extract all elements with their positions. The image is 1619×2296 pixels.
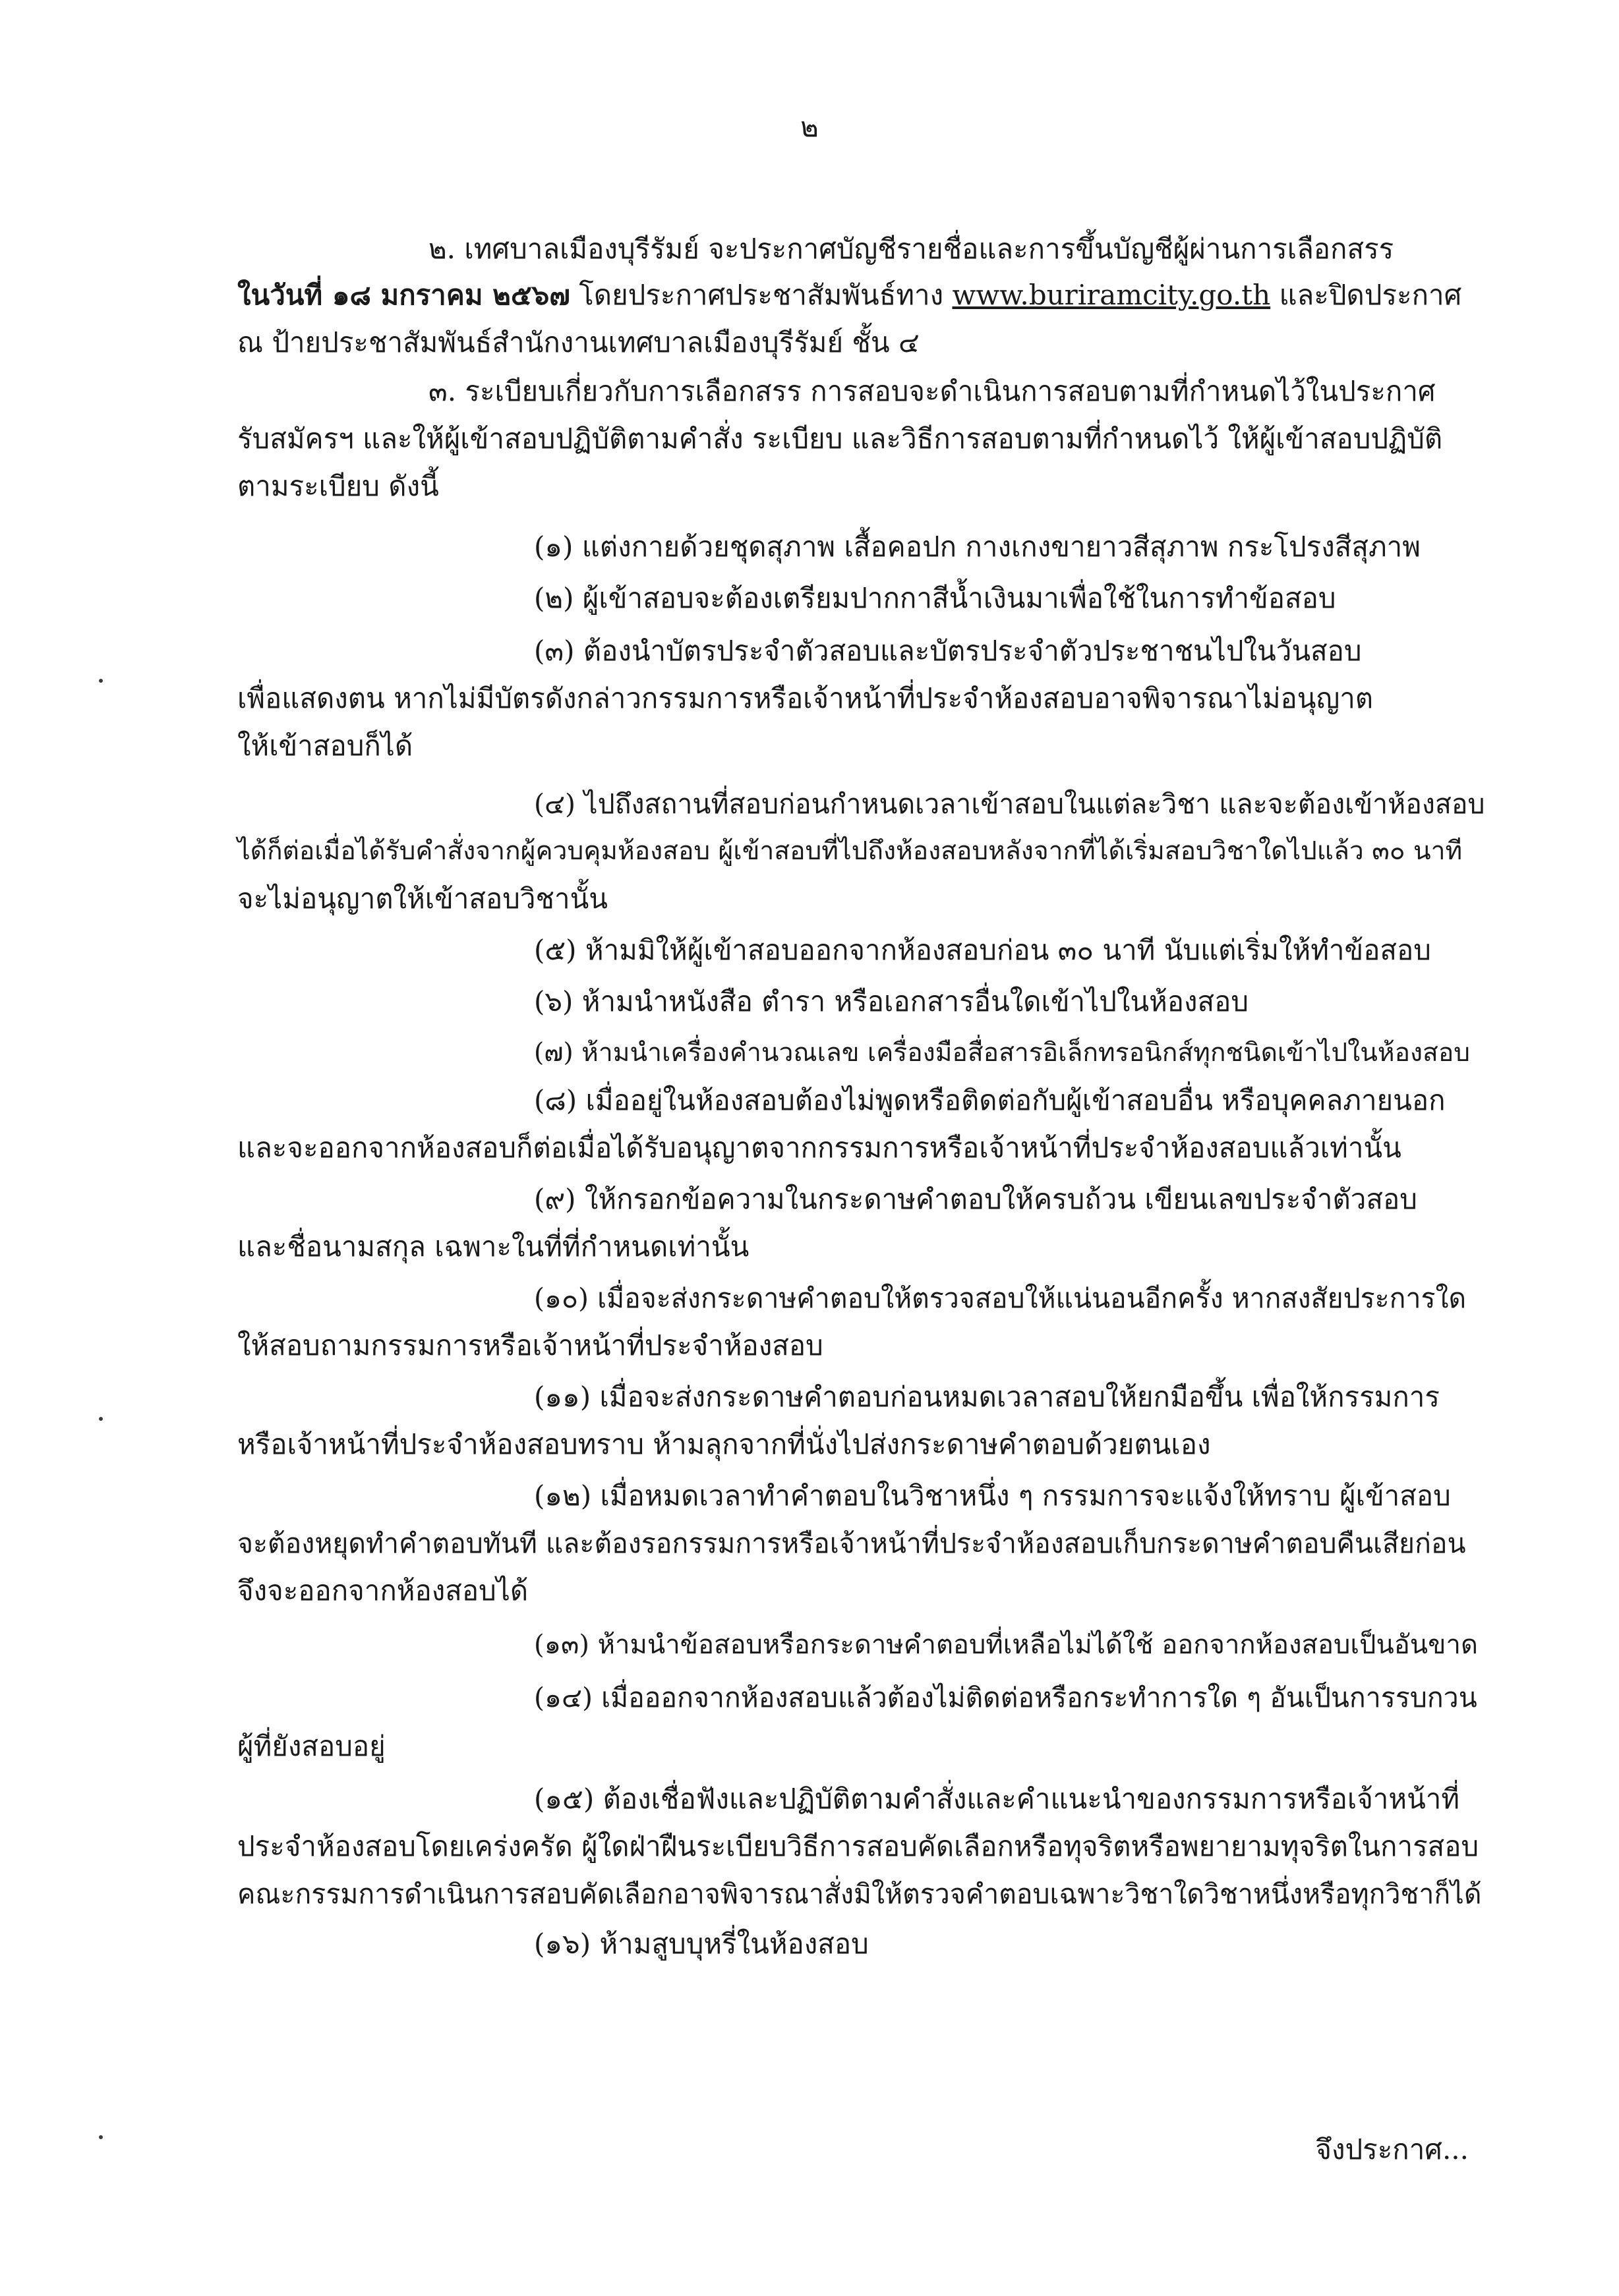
rule-4-line1: (๔) ไปถึงสถานที่สอบก่อนกำหนดเวลาเข้าสอบในแต่ละวิชา และจะต้องเข้าห้องสอบ (534, 788, 1485, 820)
rule-10-line1: (๑๐) เมื่อจะส่งกระดาษคำตอบให้ตรวจสอบให้แน่นอนอีกครั้ง หากสงสัยประการใด (534, 1282, 1467, 1314)
rule-7: (๗) ห้ามนำเครื่องคำนวณเลข เครื่องมือสื่อสารอิเล็กทรอนิกส์ทุกชนิดเข้าไปในห้องสอบ (534, 1038, 1471, 1068)
rule-14-line1: (๑๔) เมื่อออกจากห้องสอบแล้วต้องไม่ติดต่อหรือกระทำการใด ๆ อันเป็นการรบกวน (534, 1682, 1477, 1713)
rule-8-line2: และจะออกจากห้องสอบก็ต่อเมื่อได้รับอนุญาตจากกรรมการหรือเจ้าหน้าที่ประจำห้องสอบแล้วเท่านั้น (237, 1132, 1401, 1164)
section3-line2: รับสมัครฯ และให้ผู้เข้าสอบปฏิบัติตามคำสั่ง ระเบียบ และวิธีการสอบตามที่กำหนดไว้ ให้ผู้เข้าสอบปฏิบัติ (237, 422, 1443, 455)
page-number: ๒ (800, 111, 819, 143)
rule-4-line2: ได้ก็ต่อเมื่อได้รับคำสั่งจากผู้ควบคุมห้องสอบ ผู้เข้าสอบที่ไปถึงห้องสอบหลังจากที่ได้เริ่มสอบวิชาใดไปแล้ว ๓๐ นาที (237, 836, 1463, 866)
rule-11-line2: หรือเจ้าหน้าที่ประจำห้องสอบทราบ ห้ามลุกจากที่นั่งไปส่งกระดาษคำตอบด้วยตนเอง (237, 1428, 1211, 1460)
rule-12-line3: จึงจะออกจากห้องสอบได้ (237, 1574, 529, 1607)
rule-6: (๖) ห้ามนำหนังสือ ตำรา หรือเอกสารอื่นใดเข้าไปในห้องสอบ (534, 985, 1249, 1018)
rule-15-line3: คณะกรรมการดำเนินการสอบคัดเลือกอาจพิจารณาสั่งมิให้ตรวจคำตอบเฉพาะวิชาใดวิชาหนึ่งหรือทุกวิชาก็ได้ (237, 1878, 1482, 1910)
section2-line2 (237, 275, 1461, 315)
scan-dot (99, 2135, 103, 2139)
scan-dot (99, 679, 103, 683)
rule-13: (๑๓) ห้ามนำข้อสอบหรือกระดาษคำตอบที่เหลือไม่ได้ใช้ ออกจากห้องสอบเป็นอันขาด (534, 1630, 1478, 1660)
rule-3-line2: เพื่อแสดงตน หากไม่มีบัตรดังกล่าวกรรมการหรือเจ้าหน้าที่ประจำห้องสอบอาจพิจารณาไม่อนุญาต (237, 682, 1374, 714)
announcement-date: ในวันที่ ๑๘ มกราคม ๒๕๖๗ (237, 279, 570, 311)
rule-15-line2: ประจำห้องสอบโดยเคร่งครัด ผู้ใดฝ่าฝืนระเบียบวิธีการสอบคัดเลือกหรือทุจริตหรือพยายามทุจริตในการสอบ (237, 1830, 1479, 1862)
section2-line2-text-a: โดยประกาศประชาสัมพันธ์ทาง (570, 279, 953, 311)
rule-9-line2: และชื่อนามสกุล เฉพาะในที่ที่กำหนดเท่านั้น (237, 1230, 750, 1263)
section2-line1: ๒. เทศบาลเมืองบุรีรัมย์ จะประกาศบัญชีรายชื่อและการขึ้นบัญชีผู้ผ่านการเลือกสรร (428, 233, 1394, 265)
rule-11-line1: (๑๑) เมื่อจะส่งกระดาษคำตอบก่อนหมดเวลาสอบให้ยกมือขึ้น เพื่อให้กรรมการ (534, 1381, 1440, 1413)
rule-14-line2: ผู้ที่ยังสอบอยู่ (237, 1730, 386, 1762)
section2-line3: ณ ป้ายประชาสัมพันธ์สำนักงานเทศบาลเมืองบุรีรัมย์ ชั้น ๔ (237, 326, 920, 359)
rule-12-line2: จะต้องหยุดทำคำตอบทันที และต้องรอกรรมการหรือเจ้าหน้าที่ประจำห้องสอบเก็บกระดาษคำตอบคืนเสียก่อน (237, 1528, 1466, 1559)
rule-4-line3: จะไม่อนุญาตให้เข้าสอบวิชานั้น (237, 882, 608, 915)
rule-16: (๑๖) ห้ามสูบบุหรี่ในห้องสอบ (534, 1928, 869, 1960)
rule-3-line3: ให้เข้าสอบก็ได้ (237, 730, 413, 762)
continuation-text: จึงประกาศ... (1315, 2133, 1469, 2166)
rule-1: (๑) แต่งกายด้วยชุดสุภาพ เสื้อคอปก กางเกงขายาวสีสุภาพ กระโปรงสีสุภาพ (534, 531, 1421, 563)
section3-line3: ตามระเบียบ ดังนี้ (237, 470, 439, 502)
section3-line1: ๓. ระเบียบเกี่ยวกับการเลือกสรร การสอบจะดำเนินการสอบตามที่กำหนดไว้ในประกาศ (428, 375, 1436, 407)
scan-dot (99, 1417, 103, 1421)
rule-15-line1: (๑๕) ต้องเชื่อฟังและปฏิบัติตามคำสั่งและคำแนะนำของกรรมการหรือเจ้าหน้าที่ (534, 1783, 1460, 1815)
rule-8-line1: (๘) เมื่ออยู่ในห้องสอบต้องไม่พูดหรือติดต่อกับผู้เข้าสอบอื่น หรือบุคคลภายนอก (534, 1084, 1446, 1116)
rule-5: (๕) ห้ามมิให้ผู้เข้าสอบออกจากห้องสอบก่อน ๓๐ นาที นับแต่เริ่มให้ทำข้อสอบ (534, 934, 1431, 966)
rule-2: (๒) ผู้เข้าสอบจะต้องเตรียมปากกาสีน้ำเงินมาเพื่อใช้ในการทำข้อสอบ (534, 582, 1336, 614)
section2-line2-text-b: และปิดประกาศ (1270, 279, 1462, 311)
rule-9-line1: (๙) ให้กรอกข้อความในกระดาษคำตอบให้ครบถ้วน เขียนเลขประจำตัวสอบ (534, 1183, 1417, 1215)
rule-3-line1: (๓) ต้องนำบัตรประจำตัวสอบและบัตรประจำตัวประชาชนไปในวันสอบ (534, 635, 1362, 667)
rule-10-line2: ให้สอบถามกรรมการหรือเจ้าหน้าที่ประจำห้องสอบ (237, 1329, 823, 1362)
website-link[interactable]: www.buriramcity.go.th (952, 279, 1271, 311)
rule-12-line1: (๑๒) เมื่อหมดเวลาทำคำตอบในวิชาหนึ่ง ๆ กรรมการจะแจ้งให้ทราบ ผู้เข้าสอบ (534, 1479, 1451, 1512)
